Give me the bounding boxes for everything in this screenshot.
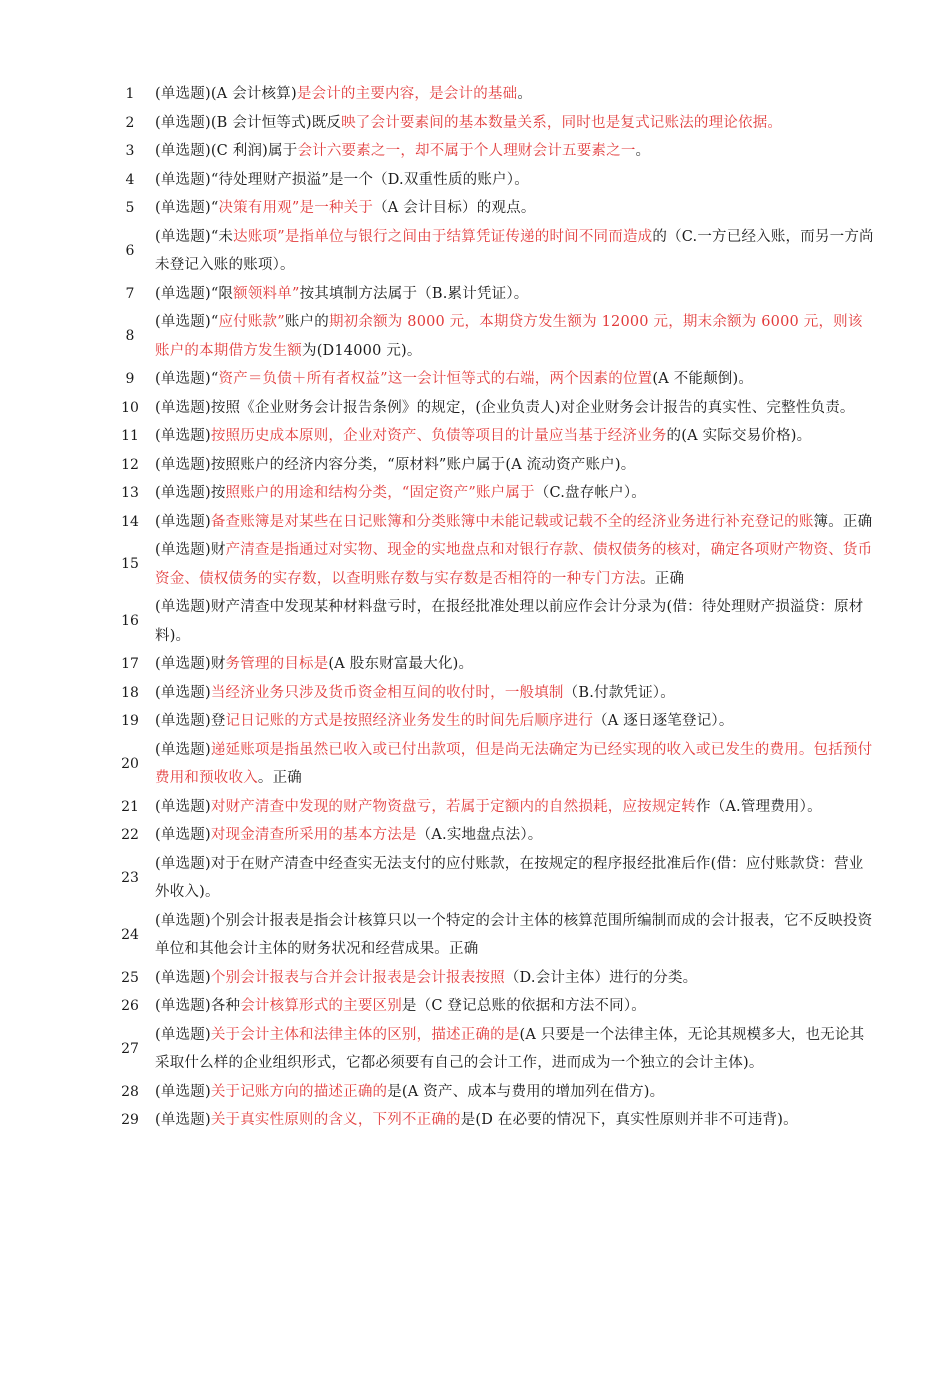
plain-text: (单选题)“待处理财产损溢”是一个（D.双重性质的账户）。 (155, 171, 529, 188)
plain-text: 。 (635, 143, 651, 159)
question-row (105, 821, 875, 850)
question-text (155, 422, 875, 451)
plain-text: (单选题) (155, 741, 211, 758)
plain-text: (单选题)财 (155, 542, 226, 558)
question-text (155, 650, 875, 679)
plain-text: （A.实地盘点法）。 (416, 827, 543, 843)
highlighted-text: 当经济业务只涉及货币资金相互间的收付时，一般填制 (210, 684, 564, 701)
question-row (105, 137, 875, 166)
plain-text: (单选题) (155, 513, 211, 530)
question-number: 6 (125, 242, 135, 259)
question-text (155, 508, 875, 537)
highlighted-text: 关于会计主体和法律主体的区别，描述正确的是 (210, 1026, 520, 1043)
question-number: 27 (121, 1040, 139, 1057)
highlighted-text: 资产＝负债＋所有者权益”这一会计恒等式的右端，两个因素的位置 (218, 371, 653, 387)
question-number: 23 (121, 869, 139, 886)
plain-text: (单选题)对于在财产清查中经查实无法支付的应付账款，在按规定的程序报经批准后作(借：应付账款贷：营业外收入)。 (155, 855, 864, 900)
question-row (105, 1078, 875, 1107)
question-number: 12 (121, 456, 139, 473)
plain-text: (单选题) (155, 1112, 211, 1128)
question-row (105, 451, 875, 480)
question-number: 20 (121, 755, 139, 772)
plain-text: 。 (517, 86, 533, 102)
question-number: 21 (121, 798, 139, 815)
plain-text: (A 不能颠倒)。 (652, 371, 754, 387)
plain-text: (单选题)(C 利润)属于 (155, 143, 298, 159)
question-number: 8 (125, 328, 135, 345)
question-number: 2 (125, 114, 135, 131)
question-row (105, 850, 875, 907)
question-text (155, 907, 875, 964)
plain-text: （A 逐日逐笔登记）。 (593, 713, 734, 729)
plain-text: (单选题) (155, 428, 211, 444)
question-text (155, 1021, 875, 1078)
question-number: 24 (121, 926, 139, 943)
plain-text: (A 股东财富最大化)。 (328, 656, 474, 672)
highlighted-text: 会计核算形式的主要区别 (240, 998, 402, 1014)
question-text (155, 166, 875, 195)
question-text (155, 964, 875, 993)
question-row (105, 793, 875, 822)
highlighted-text: 对财产清查中发现的财产物资盘亏，若属于定额内的自然损耗，应按规定转 (210, 798, 696, 815)
question-text (155, 80, 875, 109)
highlighted-text: 务管理的目标是 (225, 656, 329, 672)
plain-text: (单选题)(A 会计核算) (155, 86, 297, 102)
plain-text: (单选题) (155, 1026, 211, 1043)
highlighted-text: 是会计的主要内容，是会计的基础 (296, 86, 518, 102)
highlighted-text: 期初余额为 8000 元，本期贷方发生额为 12000 元，期末余额为 6000 元，则该账户的本期借方发生额 (155, 314, 863, 359)
question-text (155, 451, 875, 480)
plain-text: 。正确 (257, 770, 303, 786)
highlighted-text: 达账项”是指单位与银行之间由于结算凭证传递的时间不同而造成 (233, 228, 653, 245)
question-number: 28 (121, 1083, 139, 1100)
highlighted-text: 关于记账方向的描述正确的 (210, 1083, 388, 1100)
plain-text: （D.会计主体）进行的分类。 (504, 969, 698, 986)
highlighted-text: 映了会计要素间的基本数量关系，同时也是复式记账法的理论依据。 (341, 114, 783, 131)
question-text (155, 850, 875, 907)
plain-text: （B.付款凭证）。 (563, 684, 675, 701)
question-text (155, 479, 875, 508)
question-number: 5 (125, 200, 135, 216)
highlighted-text: 按照历史成本原则，企业对资产、负债等项目的计量应当基于经济业务 (210, 428, 667, 444)
question-text (155, 1106, 875, 1135)
question-text (155, 821, 875, 850)
question-number: 22 (121, 827, 139, 843)
plain-text: (单选题) (155, 827, 211, 843)
question-row (105, 1106, 875, 1135)
question-row (105, 508, 875, 537)
question-row (105, 109, 875, 138)
plain-text: 按其填制方法属于（B.累计凭证）。 (299, 285, 529, 302)
plain-text: (单选题) (155, 684, 211, 701)
question-row (105, 280, 875, 309)
question-number: 3 (125, 143, 135, 159)
question-text (155, 707, 875, 736)
question-number: 13 (121, 485, 139, 501)
question-number: 9 (125, 371, 135, 387)
highlighted-text: 记日记账的方式是按照经济业务发生的时间先后顺序进行 (225, 713, 594, 729)
highlighted-text: 应付账款” (218, 314, 285, 330)
highlighted-text: 照账户的用途和结构分类，“固定资产”账户属于 (225, 485, 535, 501)
question-text (155, 679, 875, 708)
plain-text: (单选题)“未 (155, 228, 234, 245)
highlighted-text: 对现金清查所采用的基本方法是 (210, 827, 417, 843)
question-text (155, 536, 875, 593)
plain-text: (单选题)“ (155, 200, 219, 216)
plain-text: (单选题)按照账户的经济内容分类，“原材料”账户属于(A 流动资产账户)。 (155, 456, 636, 473)
question-text (155, 593, 875, 650)
question-number: 18 (121, 684, 139, 701)
plain-text: （C.盘存帐户）。 (534, 485, 646, 501)
highlighted-text: 关于真实性原则的含义，下列不正确的 (210, 1112, 461, 1128)
highlighted-text: 会计六要素之一，却不属于个人理财会计五要素之一 (297, 143, 636, 159)
question-row (105, 365, 875, 394)
question-text (155, 109, 875, 138)
plain-text: (单选题)各种 (155, 998, 241, 1014)
highlighted-text: 备查账簿是对某些在日记账簿和分类账簿中未能记载或记载不全的经济业务进行补充登记的账 (210, 513, 814, 530)
plain-text: (单选题)“ (155, 314, 219, 330)
plain-text: (单选题)按 (155, 485, 226, 501)
question-text (155, 137, 875, 166)
question-number: 4 (125, 171, 135, 188)
plain-text: 簿。正确 (813, 513, 873, 530)
plain-text: 为(D14000 元)。 (302, 342, 422, 359)
question-number: 11 (121, 428, 139, 444)
plain-text: (单选题)财产清查中发现某种材料盘亏时，在报经批准处理以前应作会计分录为(借：待处理财产损溢贷：原材料)。 (155, 599, 864, 644)
question-row (105, 394, 875, 423)
plain-text: (单选题)按照《企业财务会计报告条例》的规定，(企业负责人)对企业财务会计报告的真实性、完整性负责。 (155, 399, 855, 416)
highlighted-text: 决策有用观”是一种关于 (218, 200, 374, 216)
question-number: 29 (121, 1112, 139, 1128)
plain-text: 的(A 实际交易价格)。 (666, 428, 812, 444)
question-text (155, 736, 875, 793)
question-text (155, 194, 875, 223)
plain-text: 是(D 在必要的情况下，真实性原则并非不可违背)。 (460, 1112, 798, 1128)
question-list (105, 80, 875, 1135)
question-row (105, 1021, 875, 1078)
plain-text: (单选题)个别会计报表是指会计核算只以一个特定的会计主体的核算范围所编制而成的会计报表，它不反映投资单位和其他会计主体的财务状况和经营成果。正确 (155, 912, 873, 957)
plain-text: (单选题) (155, 969, 211, 986)
question-number: 16 (121, 613, 139, 630)
question-text (155, 280, 875, 309)
question-row (105, 536, 875, 593)
highlighted-text: 产清查是指通过对实物、现金的实地盘点和对银行存款、债权债务的核对，确定各项财产物资、货币资金、债权债务的实存数，以查明账存数与实存数是否相符的一种专门方法 (155, 542, 873, 587)
question-row (105, 964, 875, 993)
question-row (105, 679, 875, 708)
plain-text: 是(A 资产、成本与费用的增加列在借方)。 (387, 1083, 665, 1100)
question-row (105, 992, 875, 1021)
question-number: 19 (121, 713, 139, 729)
question-row (105, 907, 875, 964)
plain-text: (单选题)财 (155, 656, 226, 672)
question-text (155, 223, 875, 280)
plain-text: 的（C.一方已经入账，而另一方尚未登记入账的账项）。 (155, 228, 874, 273)
plain-text: 。正确 (640, 570, 685, 587)
plain-text: (单选题)登 (155, 713, 226, 729)
plain-text: 是（C 登记总账的依据和方法不同）。 (401, 998, 646, 1014)
plain-text: (单选题) (155, 1083, 211, 1100)
question-row (105, 422, 875, 451)
plain-text: (单选题)(B 会计恒等式)既反 (155, 114, 342, 131)
question-number: 17 (121, 656, 139, 672)
question-row (105, 166, 875, 195)
question-row (105, 223, 875, 280)
highlighted-text: 个别会计报表与合并会计报表是会计报表按照 (210, 969, 505, 986)
question-row (105, 707, 875, 736)
question-number: 26 (121, 998, 139, 1014)
plain-text: (单选题) (155, 798, 211, 815)
question-number: 15 (121, 556, 139, 573)
question-number: 1 (125, 86, 135, 102)
question-text (155, 793, 875, 822)
highlighted-text: 递延账项是指虽然已收入或已付出款项，但是尚无法确定为已经实现的收入或已发生的费用。包括预付费用和预收收入 (155, 741, 873, 786)
plain-text: (A 只要是一个法律主体，无论其规模多大，也无论其采取什么样的企业组织形式，它都必须要有自己的会计工作，进而成为一个独立的会计主体)。 (155, 1026, 865, 1071)
question-text (155, 394, 875, 423)
plain-text: (单选题)“限 (155, 285, 234, 302)
question-row (105, 736, 875, 793)
question-number: 10 (121, 399, 139, 416)
question-number: 25 (121, 969, 139, 986)
question-number: 14 (121, 513, 139, 530)
plain-text: 作（A.管理费用）。 (695, 798, 822, 815)
plain-text: （A 会计目标）的观点。 (373, 200, 536, 216)
question-row (105, 80, 875, 109)
plain-text: (单选题)“ (155, 371, 219, 387)
question-row (105, 308, 875, 365)
question-row (105, 479, 875, 508)
question-text (155, 308, 875, 365)
question-row (105, 650, 875, 679)
question-row (105, 194, 875, 223)
question-number: 7 (125, 285, 135, 302)
question-text (155, 992, 875, 1021)
plain-text: 账户的 (284, 314, 329, 330)
highlighted-text: 额领料单” (233, 285, 300, 302)
question-text (155, 365, 875, 394)
question-row (105, 593, 875, 650)
question-text (155, 1078, 875, 1107)
